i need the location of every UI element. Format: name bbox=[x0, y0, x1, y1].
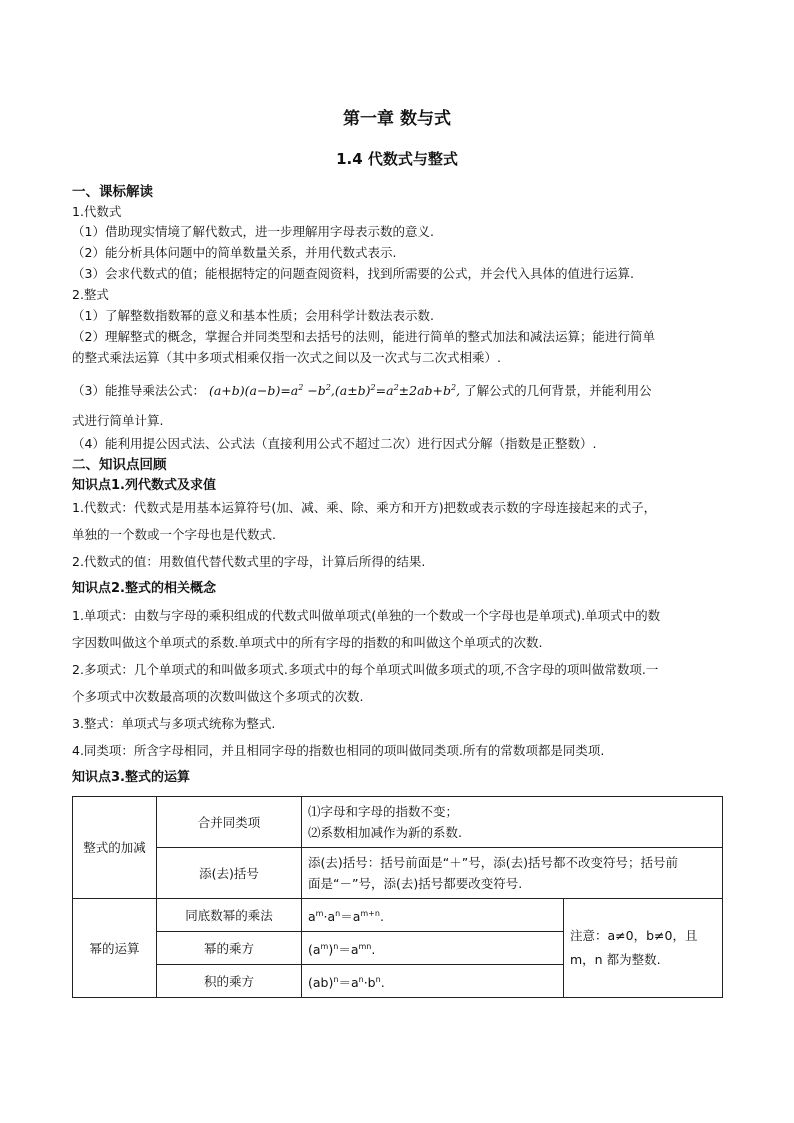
rule-content-cell: 添(去)括号：括号前面是“＋”号，添(去)括号都不改变符号；括号前 面是“－”号，添(去)括号都要改变符号. bbox=[302, 848, 723, 899]
knowledge-point-1-heading: 知识点1.列代数式及求值 bbox=[72, 478, 216, 493]
operations-table bbox=[72, 796, 723, 998]
table-row bbox=[73, 848, 723, 899]
sub-heading-integral: 2.整式 bbox=[72, 287, 109, 302]
paragraph: （1）了解整数指数幂的意义和基本性质；会用科学计数法表示数. bbox=[72, 308, 434, 323]
rule-name-cell: 同底数幂的乘法 bbox=[157, 899, 302, 932]
paragraph: （1）借助现实情境了解代数式，进一步理解用字母表示数的意义. bbox=[72, 224, 434, 239]
rule-content-cell: ⑴字母和字母的指数不变； ⑵系数相加减作为新的系数. bbox=[302, 797, 723, 848]
rule-name-cell: 合并同类项 bbox=[157, 797, 302, 848]
sub-heading-algebraic: 1.代数式 bbox=[72, 204, 122, 219]
paragraph: （4）能利用提公因式法、公式法（直接利用公式不超过二次）进行因式分解（指数是正整数）. bbox=[72, 436, 597, 451]
rule-formula-cell: $(a^m)^n=a^{mn}$. bbox=[302, 932, 564, 965]
rule-name-cell: 幂的乘方 bbox=[157, 932, 302, 965]
knowledge-point-2-heading: 知识点2.整式的相关概念 bbox=[72, 581, 216, 596]
chapter-title: 第一章 数与式 bbox=[343, 109, 451, 129]
note-cell: 注意：a≠0，b≠0，且 m，n 都为整数. bbox=[564, 899, 723, 998]
paragraph: 式进行简单计算. bbox=[72, 413, 164, 428]
rule-name-cell: 添(去)括号 bbox=[157, 848, 302, 899]
paragraph: 2.代数式的值：用数值代替代数式里的字母，计算后所得的结果. bbox=[72, 554, 426, 569]
paragraph-tail: 了解公式的几何背景，并能利用公 bbox=[464, 383, 652, 399]
section1-heading: 一、课标解读 bbox=[72, 184, 153, 200]
rule-formula-cell: $(ab)^n=a^n\cdot b^n$. bbox=[302, 965, 564, 998]
paragraph: （2）能分析具体问题中的简单数量关系，并用代数式表示. bbox=[72, 245, 397, 260]
paragraph: 4.同类项：所含字母相同，并且相同字母的指数也相同的项叫做同类项.所有的常数项都是同类项. bbox=[72, 743, 605, 758]
paragraph: 1.代数式：代数式是用基本运算符号(加、减、乘、除、乘方和开方)把数或表示数的字母连接起来的式子， bbox=[72, 500, 657, 515]
paragraph: 2.多项式：几个单项式的和叫做多项式.多项式中的每个单项式叫做多项式的项,不含字母的项叫做常数项.一 bbox=[72, 662, 659, 677]
paragraph-lead: （3）能推导乘法公式： bbox=[72, 383, 205, 399]
section2-heading: 二、知识点回顾 bbox=[72, 457, 167, 473]
knowledge-point-3-heading: 知识点3.整式的运算 bbox=[72, 770, 190, 785]
formula-difference-of-squares: $(a+b)(a-b)=a^2 -b^2,(a\pm b)^2=a^2\pm 2ab+b^2$, bbox=[208, 383, 461, 399]
rule-name-cell: 积的乘方 bbox=[157, 965, 302, 998]
paragraph: 字因数叫做这个单项式的系数.单项式中的所有字母的指数的和叫做这个单项式的次数. bbox=[72, 635, 543, 650]
section-title: 1.4 代数式与整式 bbox=[336, 150, 458, 168]
group-cell-add-subtract: 整式的加减 bbox=[73, 797, 157, 899]
paragraph: （2）理解整式的概念，掌握合并同类型和去括号的法则，能进行简单的整式加法和减法运算；能进行简单 bbox=[72, 329, 655, 344]
paragraph: 3.整式：单项式与多项式统称为整式. bbox=[72, 716, 276, 731]
formula-line bbox=[72, 380, 652, 399]
group-cell-powers: 幂的运算 bbox=[73, 899, 157, 998]
paragraph: 1.单项式：由数与字母的乘积组成的代数式叫做单项式(单独的一个数或一个字母也是单项式).单项式中的数 bbox=[72, 608, 661, 623]
paragraph: 单独的一个数或一个字母也是代数式. bbox=[72, 527, 276, 542]
rule-formula-cell: $a^m\cdot a^n=a^{m+n}$. bbox=[302, 899, 564, 932]
paragraph: （3）会求代数式的值；能根据特定的问题查阅资料，找到所需要的公式，并会代入具体的值进行运算. bbox=[72, 266, 634, 281]
table-row bbox=[73, 797, 723, 848]
table-row bbox=[73, 899, 723, 932]
paragraph: 个多项式中次数最高项的次数叫做这个多项式的次数. bbox=[72, 689, 364, 704]
paragraph: 的整式乘法运算（其中多项式相乘仅指一次式之间以及一次式与二次式相乘）. bbox=[72, 350, 501, 365]
